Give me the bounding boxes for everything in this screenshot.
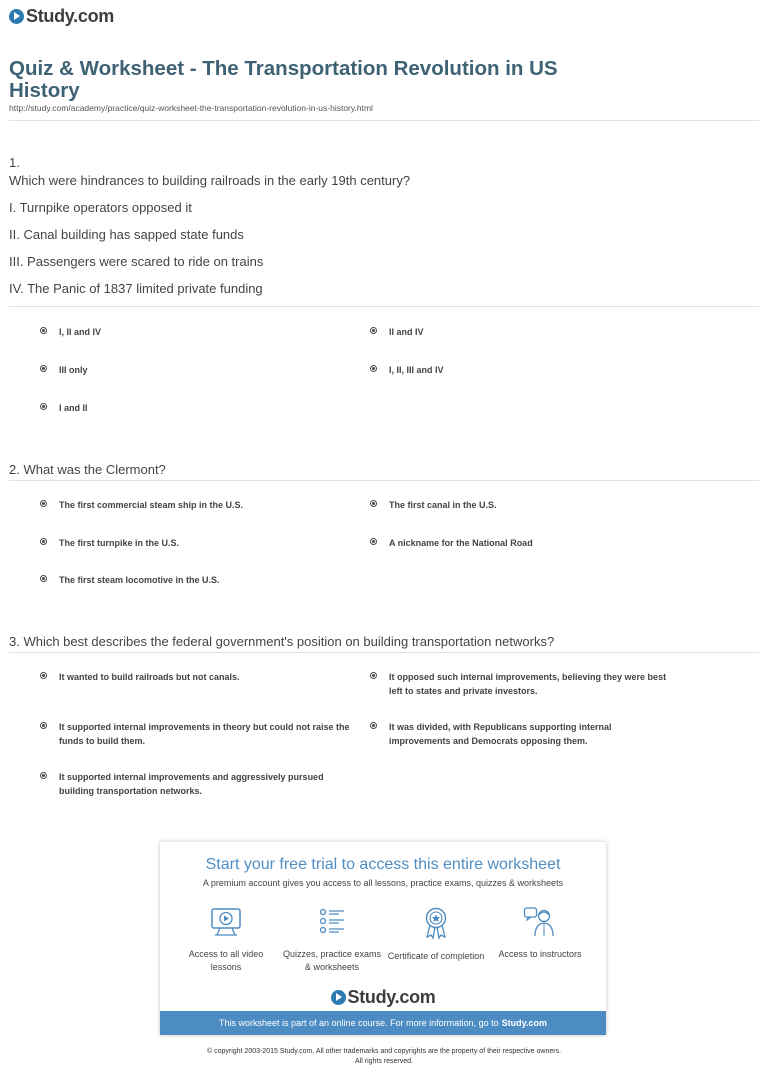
question-3-text: 3. Which best describes the federal government's position on building transportation networks? [9, 634, 555, 649]
play-circle-icon [9, 9, 24, 24]
radio-icon[interactable] [40, 500, 47, 507]
question-1-text: Which were hindrances to building railroads in the early 19th century? [9, 173, 411, 188]
question-1-statement: IV. The Panic of 1837 limited private funding [9, 281, 263, 296]
instructor-icon [523, 906, 557, 938]
answer-option[interactable] [370, 720, 670, 748]
radio-icon[interactable] [370, 672, 377, 679]
answer-label: It supported internal improvements in theory but could not raise the funds to build them. [59, 722, 350, 746]
feature-label: Certificate of completion [387, 951, 485, 961]
radio-icon[interactable] [370, 538, 377, 545]
promo-logo[interactable] [160, 987, 606, 1008]
question-1-statement: I. Turnpike operators opposed it [9, 200, 192, 215]
promo-bar-link[interactable]: Study.com [501, 1018, 547, 1028]
feature-certificate [386, 906, 486, 963]
footer [0, 1047, 768, 1067]
question-1-number: 1. [9, 155, 20, 170]
divider [9, 652, 759, 653]
radio-icon[interactable] [40, 772, 47, 779]
answer-option[interactable] [370, 536, 670, 550]
feature-label: Quizzes, practice exams & worksheets [282, 949, 382, 972]
feature-label: Access to all video lessons [188, 949, 264, 972]
study-logo[interactable] [9, 6, 114, 27]
answer-option[interactable] [40, 401, 340, 415]
certificate-icon [419, 906, 453, 940]
radio-icon[interactable] [370, 327, 377, 334]
divider [9, 306, 759, 307]
answer-option[interactable] [40, 325, 340, 339]
answer-option[interactable] [40, 498, 340, 512]
question-2-text: 2. What was the Clermont? [9, 462, 166, 477]
radio-icon[interactable] [40, 327, 47, 334]
promo-bar-text: This worksheet is part of an online course. For more information, go to [219, 1018, 499, 1028]
answer-option[interactable] [370, 325, 670, 339]
promo-bar [160, 1011, 606, 1035]
answer-option[interactable] [370, 498, 670, 512]
footer-copyright: © copyright 2003-2015 Study.com. All other trademarks and copyrights are the property of their respective owners. [206, 1048, 562, 1055]
radio-icon[interactable] [370, 365, 377, 372]
answer-option[interactable] [370, 670, 670, 698]
divider [9, 480, 759, 481]
logo-text: Study.com [26, 6, 114, 26]
answer-label: I, II and IV [59, 327, 102, 337]
answer-label: It was divided, with Republicans supporting internal improvements and Democrats opposing them. [389, 722, 612, 746]
answer-label: It wanted to build railroads but not canals. [59, 672, 240, 682]
radio-icon[interactable] [40, 575, 47, 582]
promo-box [160, 842, 606, 1035]
radio-icon[interactable] [40, 403, 47, 410]
answer-label: The first turnpike in the U.S. [59, 538, 180, 548]
answer-label: A nickname for the National Road [389, 538, 533, 548]
answer-label: The first steam locomotive in the U.S. [59, 575, 220, 585]
answer-label: It supported internal improvements and aggressively pursued building transportation networks. [59, 772, 324, 796]
question-1-statement: III. Passengers were scared to ride on trains [9, 254, 264, 269]
answer-label: The first commercial steam ship in the U.S. [59, 500, 244, 510]
radio-icon[interactable] [40, 722, 47, 729]
answer-option[interactable] [40, 536, 340, 550]
answer-option[interactable] [40, 573, 340, 587]
answer-option[interactable] [40, 670, 350, 684]
radio-icon[interactable] [40, 365, 47, 372]
video-lesson-icon [209, 906, 243, 938]
feature-video-lessons [176, 906, 276, 974]
radio-icon[interactable] [40, 538, 47, 545]
question-1-statement: II. Canal building has sapped state funds [9, 227, 244, 242]
answer-option[interactable] [40, 363, 340, 377]
answer-label: I and II [59, 403, 88, 413]
radio-icon[interactable] [40, 672, 47, 679]
answer-label: II and IV [389, 327, 424, 337]
answer-label: It opposed such internal improvements, believing they were best left to states and private investors. [389, 672, 667, 696]
answer-label: The first canal in the U.S. [389, 500, 497, 510]
page-url: http://study.com/academy/practice/quiz-worksheet-the-transportation-revolution-in-us-history.html [9, 103, 373, 113]
answer-option[interactable] [40, 720, 350, 748]
footer-rights: All rights reserved. [355, 1058, 413, 1065]
answer-option[interactable] [370, 363, 670, 377]
promo-headline[interactable]: Start your free trial to access this entire worksheet [205, 856, 561, 873]
feature-instructors [490, 906, 590, 961]
logo-text: Study.com [347, 987, 436, 1007]
answer-option[interactable] [40, 770, 350, 798]
answer-label: III only [59, 365, 88, 375]
radio-icon[interactable] [370, 500, 377, 507]
feature-quizzes [282, 906, 382, 974]
feature-label: Access to instructors [498, 949, 582, 959]
play-circle-icon [331, 990, 346, 1005]
promo-subline: A premium account gives you access to all lessons, practice exams, quizzes & worksheets [202, 878, 564, 888]
quiz-list-icon [315, 906, 349, 938]
answer-label: I, II, III and IV [389, 365, 444, 375]
radio-icon[interactable] [370, 722, 377, 729]
page-title: Quiz & Worksheet - The Transportation Revolution in US History [9, 57, 558, 102]
divider [9, 120, 759, 121]
